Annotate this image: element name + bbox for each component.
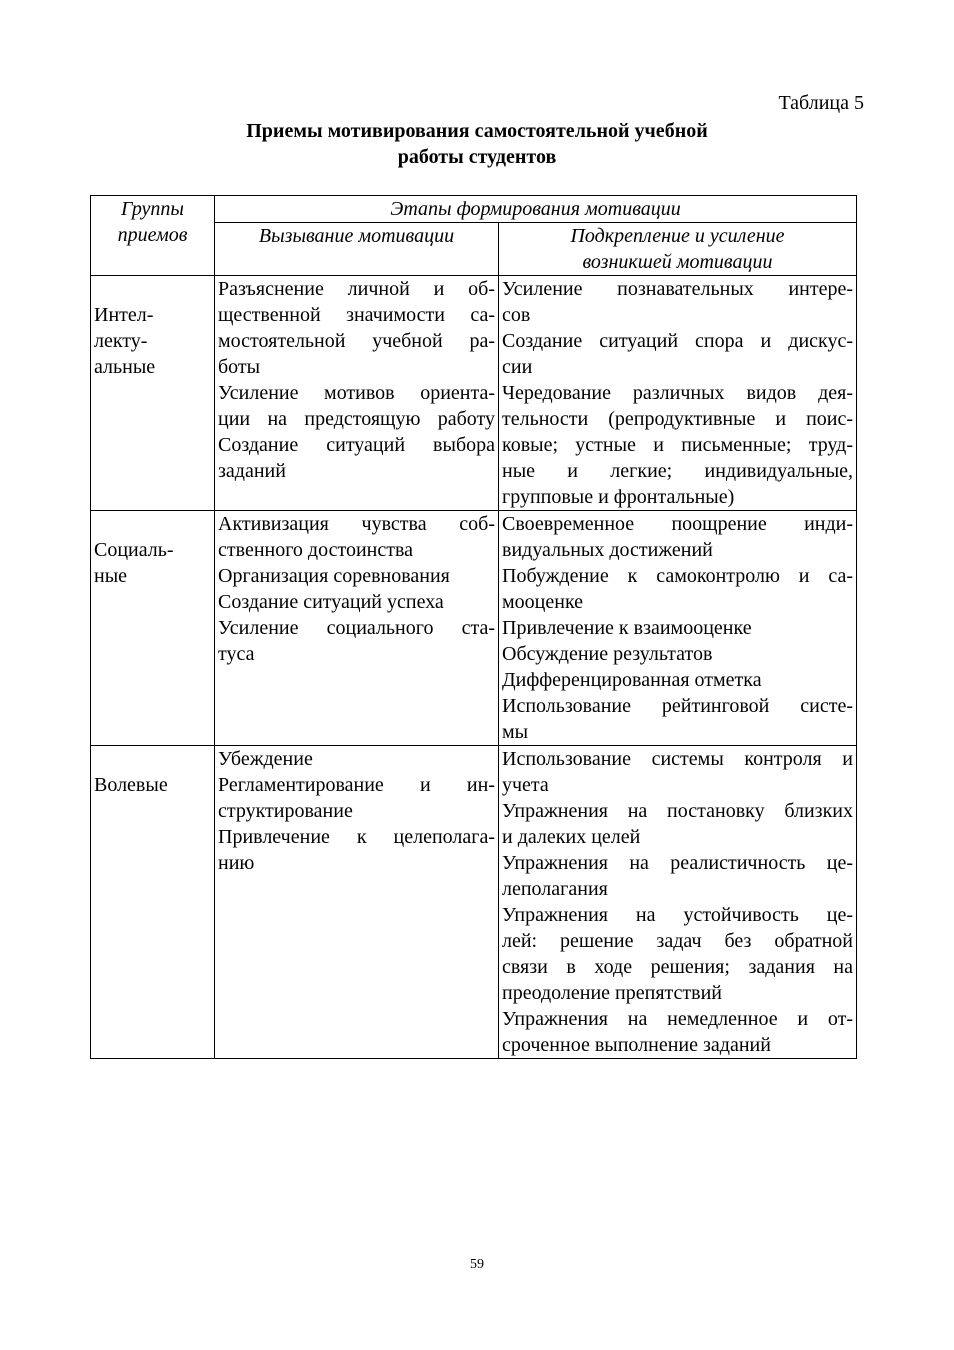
cell-line: Привлечение к взаимооценке [502, 617, 752, 639]
evoke-cell [215, 511, 499, 746]
cell-line: туса [218, 643, 255, 665]
cell-line: нию [218, 852, 255, 874]
cell-line: и далеких целей [502, 826, 641, 848]
reinforce-cell [499, 511, 857, 746]
header-reinforce-line-1: Подкрепление и усиление [570, 225, 785, 247]
cell-line: лей: решение задач без обратной [502, 930, 854, 952]
reinforce-cell [499, 746, 857, 1059]
cell-line: Своевременное поощрение инди- [502, 513, 854, 535]
cell-line: Организация соревнования [218, 565, 450, 587]
cell-line: ковые; устные и письменные; труд- [502, 434, 854, 456]
cell-line: структирование [218, 800, 353, 822]
cell-line: Побуждение к самоконтролю и са- [502, 565, 854, 587]
cell-line: сроченное выполнение заданий [502, 1034, 771, 1056]
cell-line: Усиление познавательных интере- [502, 278, 854, 300]
reinforce-cell [499, 276, 857, 511]
group-label-line: Интел- [94, 304, 154, 326]
group-cell [91, 511, 215, 746]
header-groups-line-2: приемов [117, 224, 188, 246]
cell-line: Упражнения на немедленное и от- [502, 1008, 854, 1030]
cell-line: Чередование различных видов дея- [502, 382, 854, 404]
cell-line: мы [502, 721, 529, 743]
cell-line: Разъяснение личной и об- [218, 278, 495, 300]
cell-line: Создание ситуаций спора и дискус- [502, 330, 854, 352]
cell-line: заданий [218, 460, 286, 482]
cell-line: преодоление препятствий [502, 982, 722, 1004]
cell-line: мооценке [502, 591, 584, 613]
header-groups [91, 196, 215, 276]
cell-line: Упражнения на реалистичность це- [502, 852, 854, 874]
table-title-line-1: Приемы мотивирования самостоятельной учебной [246, 120, 708, 142]
table-row [91, 511, 857, 746]
cell-line: ственного достоинства [218, 539, 414, 561]
cell-line: Усиление мотивов ориента- [218, 382, 495, 404]
group-cell [91, 276, 215, 511]
table-title-line-2: работы студентов [397, 146, 557, 168]
cell-line: тельности (репродуктивные и поис- [502, 408, 854, 430]
header-evoke [215, 223, 499, 276]
cell-line: Упражнения на постановку близких [502, 800, 854, 822]
cell-line: Усиление социального ста- [218, 617, 495, 639]
header-groups-line-1: Группы [121, 198, 184, 220]
table-row [91, 746, 857, 1059]
cell-line: Дифференцированная отметка [502, 669, 762, 691]
header-reinforce [499, 223, 857, 276]
table-body [91, 276, 857, 1059]
cell-line: Создание ситуаций выбора [218, 434, 495, 456]
group-label-line: альные [94, 356, 156, 378]
cell-line: учета [502, 774, 549, 796]
cell-line: Привлечение к целеполага- [218, 826, 495, 848]
header-evoke-label: Вызывание мотивации [258, 225, 455, 247]
evoke-cell [215, 276, 499, 511]
header-stages: Этапы формирования мотивации [215, 196, 857, 223]
cell-line: сии [502, 356, 533, 378]
cell-line: щественной значимости са- [218, 304, 495, 326]
cell-line: групповые и фронтальные) [502, 486, 735, 508]
motivation-table [90, 195, 857, 1059]
cell-line: сов [502, 304, 531, 326]
cell-line: Упражнения на устойчивость це- [502, 904, 854, 926]
cell-line: Обсуждение результатов [502, 643, 713, 665]
group-label-line: ные [94, 565, 128, 587]
group-label-line: Социаль- [94, 539, 174, 561]
cell-line: Создание ситуаций успеха [218, 591, 444, 613]
cell-line: мостоятельной учебной ра- [218, 330, 495, 352]
table-row [91, 276, 857, 511]
cell-line: Активизация чувства соб- [218, 513, 495, 535]
group-label-line: Волевые [94, 774, 168, 796]
cell-line: Регламентирование и ин- [218, 774, 495, 796]
cell-line: ции на предстоящую работу [218, 408, 495, 430]
table-number: Таблица 5 [778, 92, 864, 114]
group-label-line: лекту- [94, 330, 148, 352]
table-title [0, 118, 954, 170]
cell-line: связи в ходе решения; задания на [502, 956, 854, 978]
evoke-cell [215, 746, 499, 1059]
cell-line: Использование рейтинговой систе- [502, 695, 854, 717]
cell-line: ные и легкие; индивидуальные, [502, 460, 854, 482]
cell-line: леполагания [502, 878, 608, 900]
page-number: 59 [470, 1257, 484, 1272]
header-reinforce-line-2: возникшей мотивации [582, 251, 773, 273]
group-cell [91, 746, 215, 1059]
cell-line: видуальных достижений [502, 539, 713, 561]
cell-line: боты [218, 356, 261, 378]
cell-line: Использование системы контроля и [502, 748, 854, 770]
cell-line: Убеждение [218, 748, 313, 770]
